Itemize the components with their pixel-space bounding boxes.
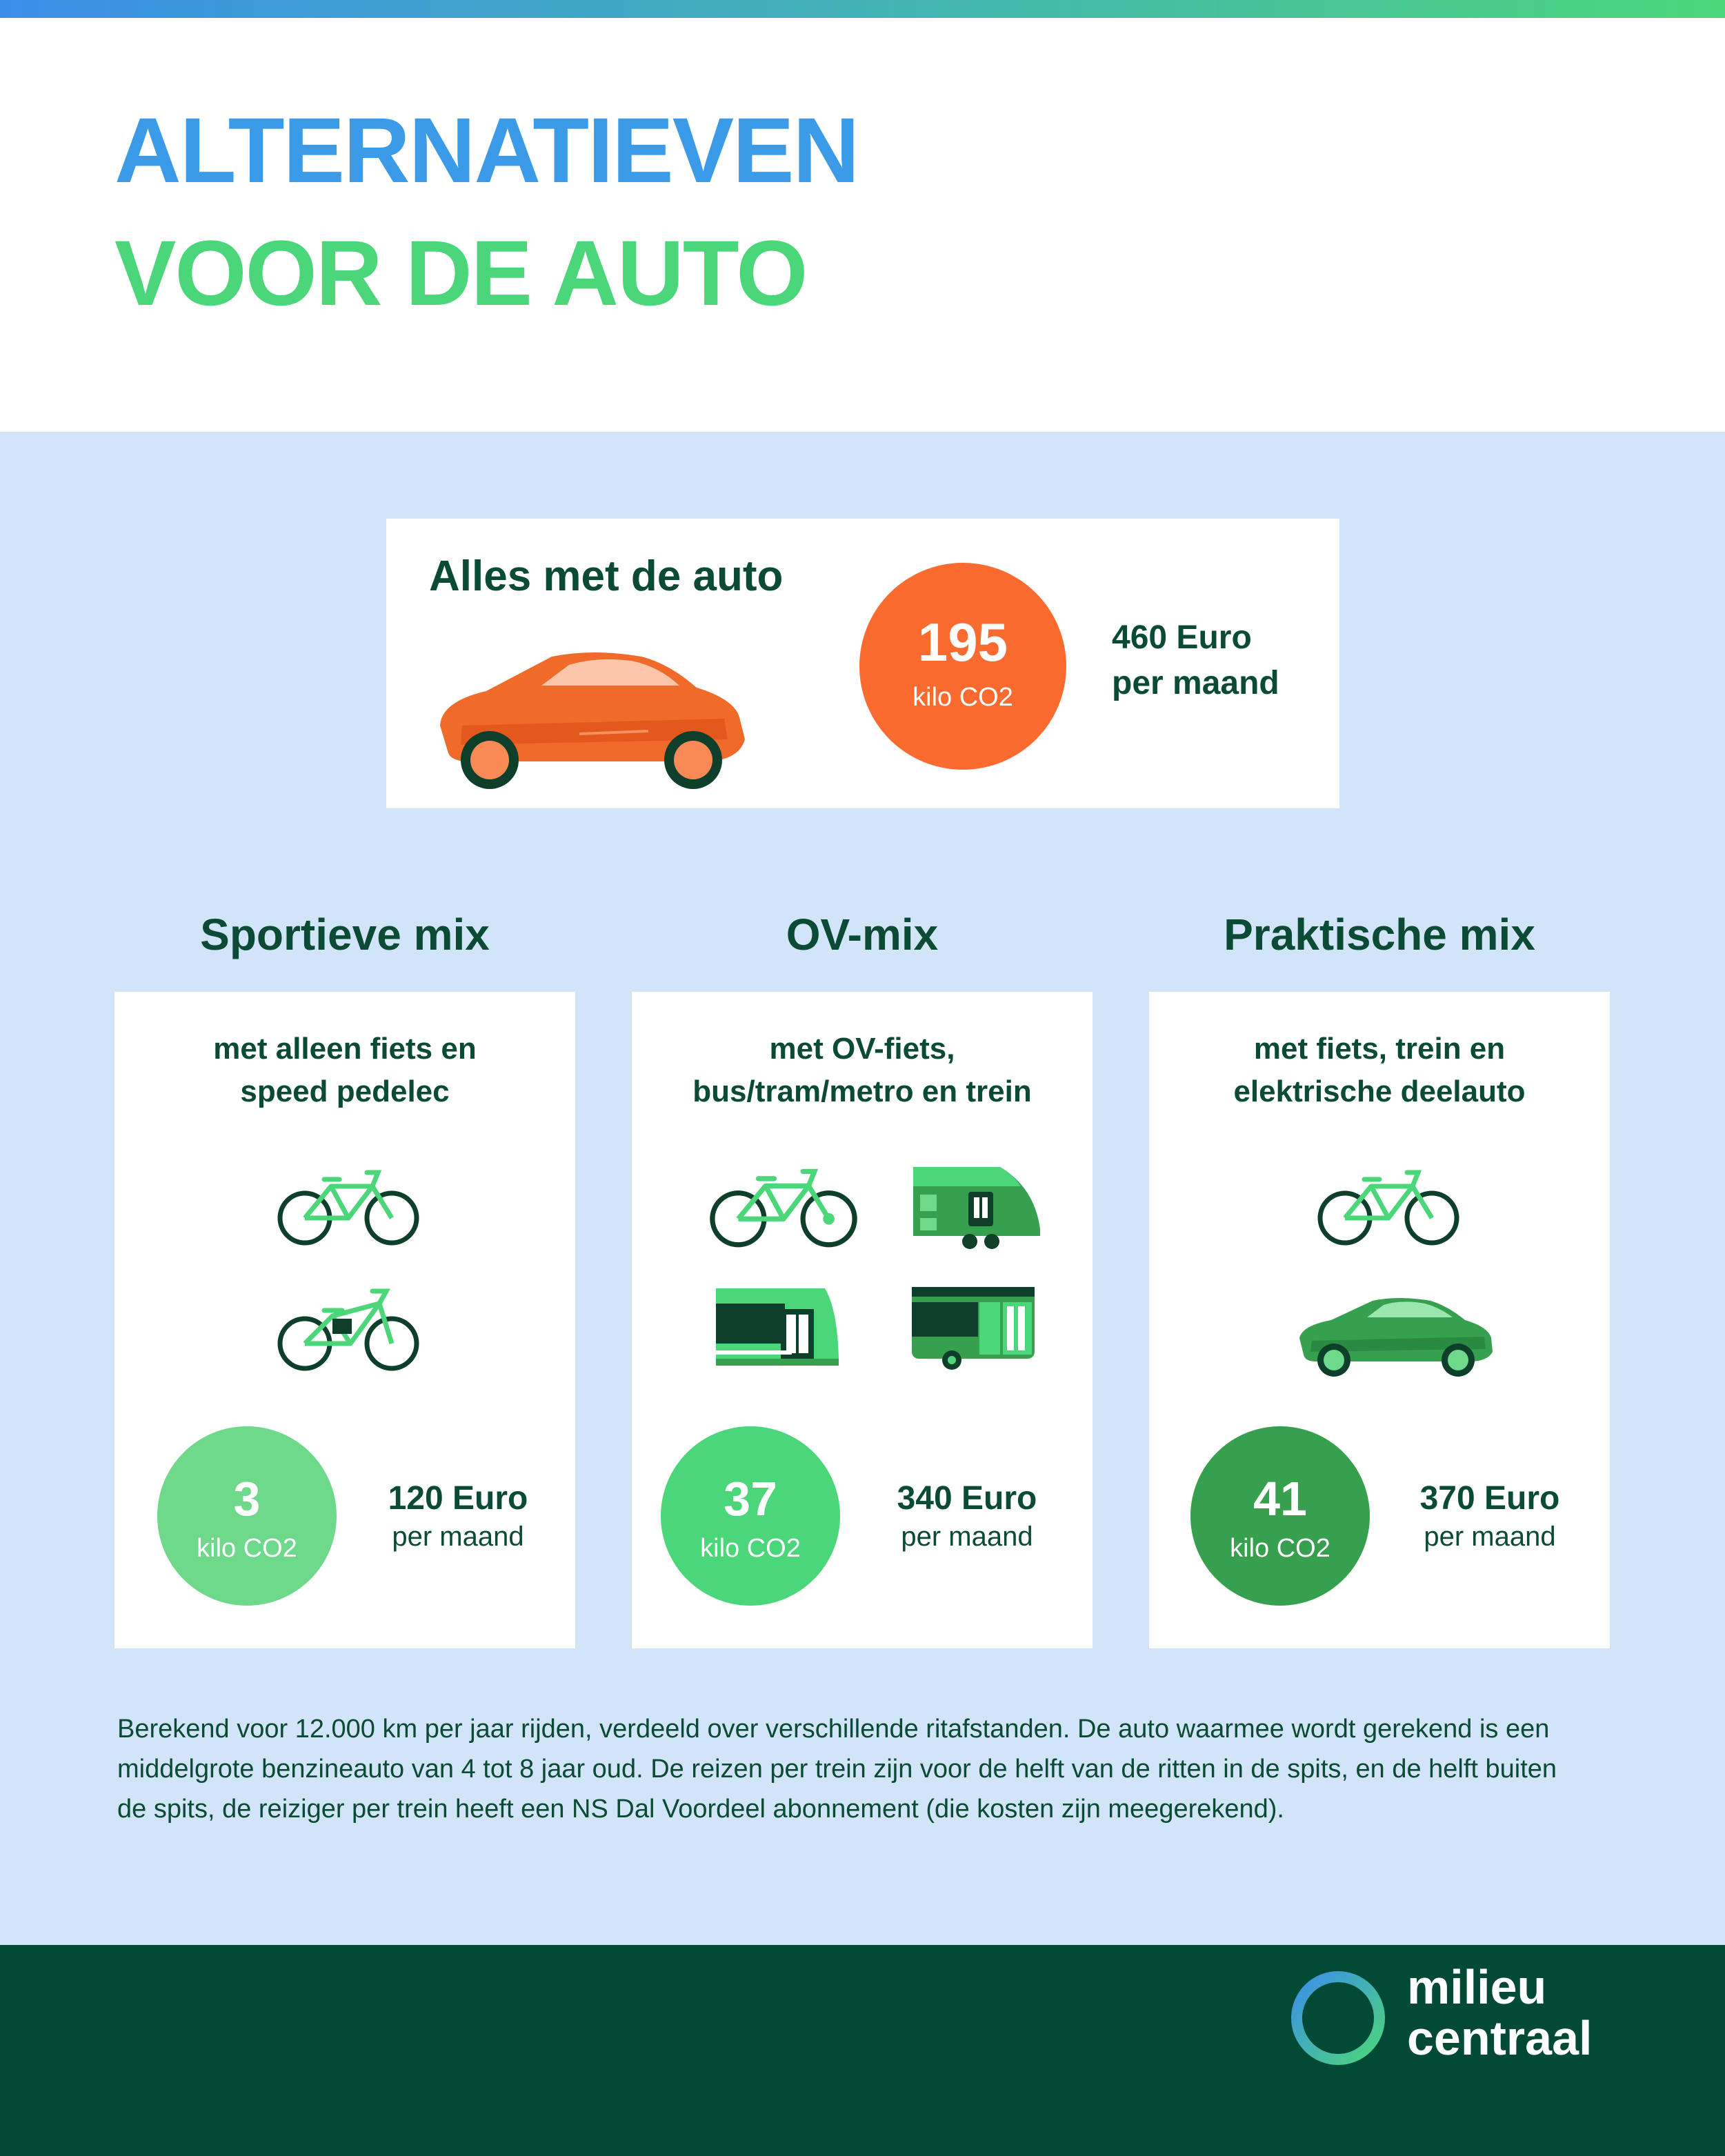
co2-badge [1190, 1426, 1370, 1606]
mix-description [1149, 1028, 1610, 1113]
top-gradient-bar [0, 0, 1725, 18]
cost-amount: 370 Euro [1419, 1480, 1560, 1517]
co2-unit: kilo CO2 [700, 1534, 801, 1563]
mix-card-sportief [114, 992, 575, 1648]
co2-unit: kilo CO2 [1230, 1534, 1330, 1563]
co2-value: 37 [724, 1472, 777, 1526]
co2-badge [859, 563, 1066, 770]
speed-pedelec-icon [276, 1283, 421, 1373]
logo-ring-icon [1287, 1967, 1389, 2069]
bicycle-icon [1316, 1164, 1461, 1247]
page-title-line1: ALTERNATIEVEN [114, 99, 859, 202]
page-title-line2: VOOR DE AUTO [114, 222, 807, 325]
co2-value: 3 [233, 1472, 261, 1526]
co2-value: 195 [917, 612, 1008, 672]
cost-period: per maand [1424, 1521, 1556, 1552]
cost-label [375, 1479, 541, 1555]
cost-period: per maand [392, 1521, 524, 1552]
cost-label [1407, 1479, 1573, 1555]
co2-value: 41 [1253, 1472, 1307, 1526]
tram-icon [715, 1281, 841, 1368]
logo[interactable] [1407, 1962, 1592, 2064]
co2-unit: kilo CO2 [197, 1534, 297, 1563]
cost-amount: 340 Euro [897, 1480, 1037, 1517]
mix-description-line2: elektrische deelauto [1233, 1075, 1526, 1108]
cost-label [884, 1479, 1050, 1555]
cost-period: per maand [901, 1521, 1033, 1552]
footnote: Berekend voor 12.000 km per jaar rijden, verdeeld over verschillende ritafstanden. De auto waarmee wordt gerekend is een middelgrote benzineauto van 4 tot 8 jaar oud. De reizen per trein zijn voor de helft van de ritten in de spits, en de helft buiten de spits, de reiziger per trein heeft een NS Dal Voordeel abonnement (die kosten zijn meegerekend). [117, 1715, 1557, 1824]
bicycle-icon [708, 1163, 859, 1249]
car-icon [421, 636, 752, 795]
cost-amount: 460 Euro [1112, 619, 1252, 656]
cost-label [1112, 615, 1279, 706]
mix-description-line1: met fiets, trein en [1253, 1032, 1506, 1066]
bicycle-icon [276, 1164, 421, 1247]
co2-unit: kilo CO2 [913, 683, 1013, 712]
mix-card-praktisch [1149, 992, 1610, 1648]
mix-heading-sportief: Sportieve mix [200, 910, 490, 959]
logo-line1: milieu [1407, 1960, 1547, 2014]
train-icon [910, 1160, 1043, 1251]
mix-description-line1: met alleen fiets en [213, 1032, 477, 1066]
mix-heading-ov: OV-mix [786, 910, 939, 959]
hero-card [386, 519, 1339, 808]
mix-card-ov [632, 992, 1093, 1648]
bus-icon [910, 1281, 1039, 1371]
cost-period: per maand [1112, 665, 1279, 701]
mix-heading-praktisch: Praktische mix [1224, 910, 1535, 959]
co2-badge [157, 1426, 337, 1606]
mix-description [632, 1028, 1093, 1113]
co2-badge [661, 1426, 840, 1606]
mix-description [114, 1028, 575, 1113]
mix-description-line2: bus/tram/metro en trein [692, 1075, 1032, 1108]
cost-amount: 120 Euro [388, 1480, 528, 1517]
hero-title: Alles met de auto [429, 552, 784, 600]
car-icon [1295, 1288, 1495, 1378]
mix-description-line1: met OV-fiets, [769, 1032, 955, 1066]
logo-line2: centraal [1407, 2011, 1593, 2065]
mix-description-line2: speed pedelec [240, 1075, 450, 1108]
